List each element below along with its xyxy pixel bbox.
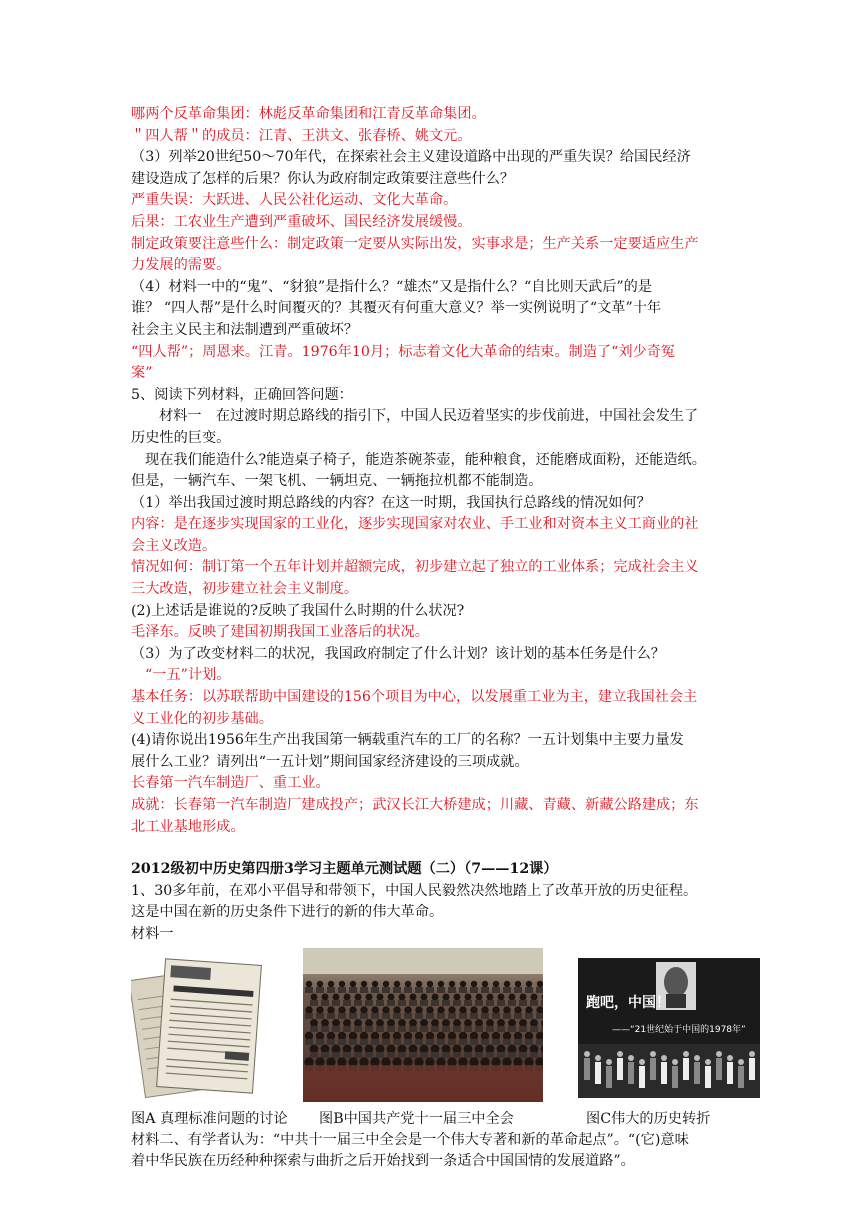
text-line: 谁？ “四人帮”是什么时间覆灭的？其覆灭有何重大意义？举一实例说明了“文革”十年: [131, 300, 662, 317]
text-line: （3）列举20世纪50～70年代，在探索社会主义建设道路中出现的严重失误？给国民经济: [131, 149, 691, 166]
text-line: 严重失误：大跃进、人民公社化运动、文化大革命。: [131, 192, 458, 209]
text-line: 内容：是在逐步实现国家的工业化，逐步实现国家对农业、手工业和对资本主义工商业的社: [131, 516, 699, 533]
text-line: 历史性的巨变。: [131, 429, 231, 446]
text-line: “四人帮”；周恩来。江青。1976年10月；标志着文化大革命的结束。制造了“刘少奇冤: [131, 343, 676, 360]
text-line: （4）材料一中的“鬼”、“豺狼”是指什么？“雄杰”又是指什么？“自比则天武后”的是: [131, 278, 653, 295]
text-line: 基本任务：以苏联帮助中国建设的156个项目为中心，以发展重工业为主，建立我国社会主: [131, 689, 698, 706]
section-title: 2012级初中历史第四册3学习主题单元测试题（二）（7——12课）: [131, 861, 558, 878]
figure-b-plenary-session-image: [303, 948, 543, 1102]
text-line: 后果：工农业生产遭到严重破坏、国民经济发展缓慢。: [131, 213, 472, 230]
text-line: 力发展的需要。: [131, 257, 231, 274]
text-line: 社会主义民主和法制遭到严重破坏？: [131, 321, 359, 338]
text-line: 北工业基地形成。: [131, 818, 245, 835]
figure-row: [131, 948, 746, 1108]
text-line: 建设造成了怎样的后果？你认为政府制定政策要注意些什么？: [131, 170, 515, 187]
text-line: 但是，一辆汽车、一架飞机、一辆坦克、一辆拖拉机都不能制造。: [131, 473, 543, 490]
figure-a-newspaper-image: [131, 954, 267, 1100]
question-1-line-2: 这是中国在新的历史条件下进行的新的伟大革命。: [131, 904, 444, 921]
document-content: [131, 104, 746, 1173]
text-line: 三大改造，初步建立社会主义制度。: [131, 581, 359, 598]
text-line: 义工业化的初步基础。: [131, 710, 273, 727]
text-line: 材料一 在过渡时期总路线的指引下，中国人民迈着坚实的步伐前进，中国社会发生了: [159, 408, 699, 425]
text-line: 毛泽东。反映了建国初期我国工业落后的状况。: [131, 624, 429, 641]
text-line: “一五”计划。: [145, 667, 231, 684]
answer-lines: [131, 104, 736, 838]
text-line: 哪两个反革命集团：林彪反革命集团和江青反革命集团。: [131, 106, 486, 122]
caption-figure-c: 图C伟大的历史转折: [586, 1110, 711, 1127]
question-1-line-1: 1、30多年前，在邓小平倡导和带领下，中国人民毅然决然地踏上了改革开放的历史征程。: [131, 882, 698, 899]
figure-captions: [131, 1108, 736, 1130]
text-line: （1）举出我国过渡时期总路线的内容？在这一时期，我国执行总路线的情况如何？: [131, 494, 651, 511]
material-2-line-1: 材料二、有学者认为：“中共十一届三中全会是一个伟大专著和新的革命起点”。“(它)意味: [131, 1131, 689, 1148]
text-line: 现在我们能造什么?能造桌子椅子，能造茶碗茶壶，能种粮食，还能磨成面粉，还能造纸。: [145, 451, 706, 468]
material-label: 材料一: [131, 925, 174, 942]
text-line: （3）为了改变材料二的状况，我国政府制定了什么计划？该计划的基本任务是什么？: [131, 645, 665, 662]
text-line: ＂四人帮＂的成员：江青、王洪文、张春桥、姚文元。: [131, 127, 472, 144]
figure-c-historical-turn-image: [578, 958, 760, 1098]
text-line: 长春第一汽车制造厂、重工业。: [131, 775, 330, 792]
text-line: 成就：长春第一汽车制造厂建成投产；武汉长江大桥建成；川藏、青藏、新藏公路建成；东: [131, 797, 699, 813]
figure-c-subtitle: ——“21世纪始于中国的1978年”: [612, 1024, 746, 1035]
material-2-line-2: 着中华民族在历经种种探索与曲折之后开始找到一条适合中国国情的发展道路”。: [131, 1153, 635, 1170]
text-line: 制定政策要注意些什么：制定政策一定要从实际出发，实事求是；生产关系一定要适应生产: [131, 235, 699, 252]
text-line: 会主义改造。: [131, 537, 217, 554]
text-line: 情况如何：制订第一个五年计划并超额完成，初步建立起了独立的工业体系；完成社会主义: [131, 559, 699, 576]
text-line: 展什么工业？请列出“一五计划”期间国家经济建设的三项成就。: [131, 753, 529, 770]
caption-figure-a: 图A 真理标准问题的讨论: [131, 1110, 288, 1127]
text-line: 案”: [131, 365, 153, 382]
caption-figure-b: 图B中国共产党十一届三中全会: [319, 1110, 514, 1127]
figure-c-slogan: 跑吧，中国！: [586, 994, 670, 1011]
text-line: 5、阅读下列材料，正确回答问题：: [131, 386, 353, 403]
text-line: (4)请你说出1956年生产出我国第一辆载重汽车的工厂的名称？一五计划集中主要力量发: [131, 732, 684, 749]
text-line: (2)上述话是谁说的?反映了我国什么时期的什么状况?: [131, 602, 465, 619]
